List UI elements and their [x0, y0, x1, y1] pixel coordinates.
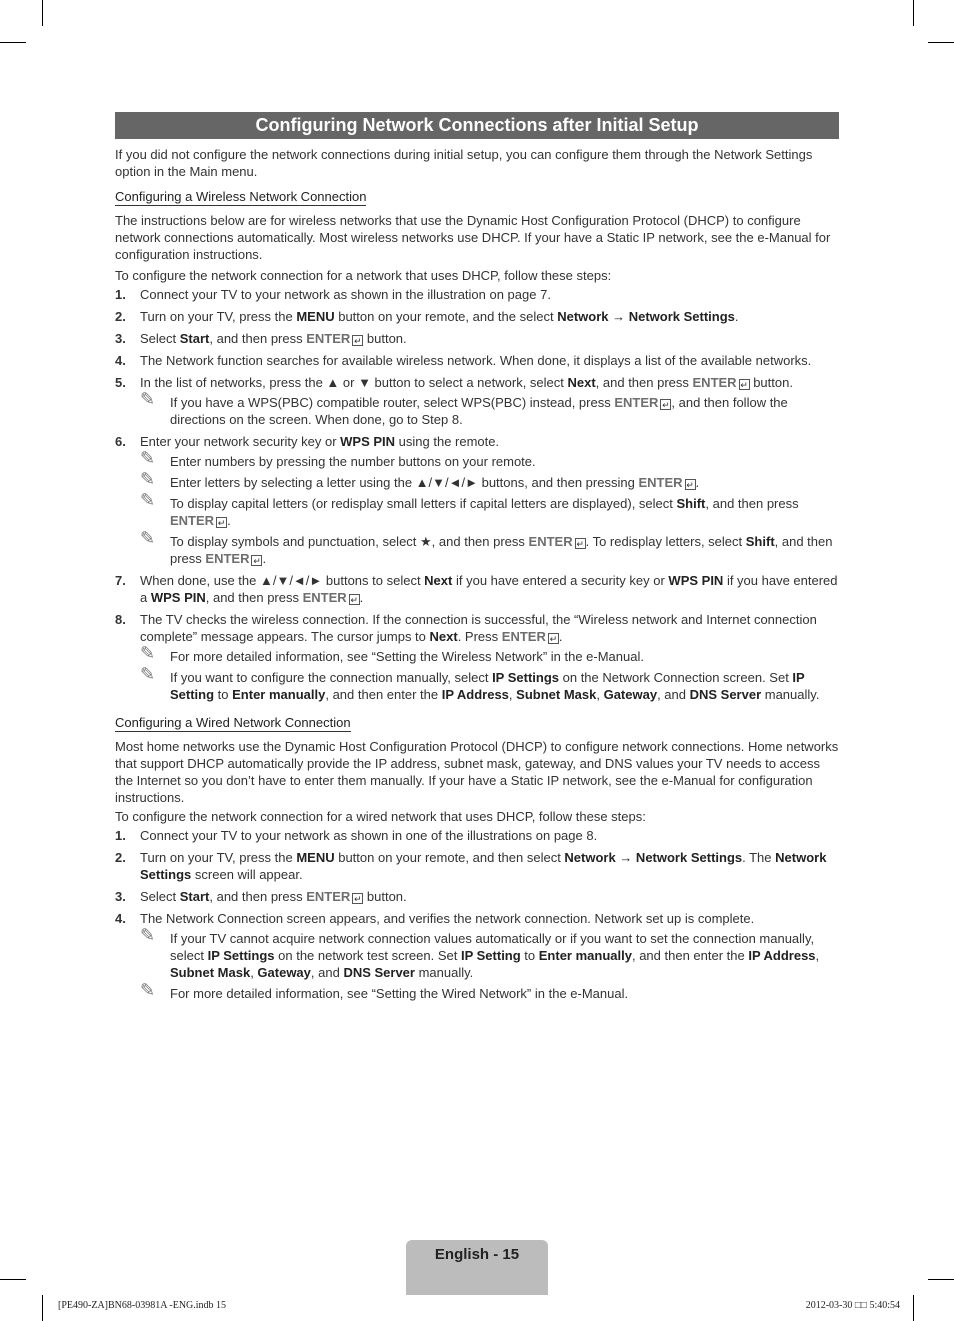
crop-mark: [42, 1295, 43, 1321]
note: ✎ If your TV cannot acquire network connection values automatically or if you want to set the connection manually, select IP Settings on the network test screen. Set IP Setting to Enter manually, and then enter the IP Address, Subnet Mask, Gateway, and DNS Server manually.: [140, 925, 820, 980]
wired-heading: Configuring a Wired Network Connection: [115, 715, 351, 730]
enter-key-label: ENTER: [306, 331, 351, 346]
crop-mark: [0, 42, 26, 43]
enter-key-icon: ↵: [662, 400, 670, 410]
wired-steps-intro: To configure the network connection for a wired network that uses DHCP, follow these steps:: [115, 809, 646, 824]
enter-key-icon: ↵: [350, 595, 358, 605]
enter-key-icon: ↵: [686, 480, 694, 490]
wireless-step-4: 4. The Network function searches for available wireless network. When done, it displays a list of the available networks.: [115, 353, 812, 368]
wireless-step-1: 1. Connect your TV to your network as shown in the illustration on page 7.: [115, 287, 551, 302]
note: ✎ To display symbols and punctuation, select ★, and then press ENTER ↵ . To redisplay letters, select Shift, and then press ENTER ↵ .: [140, 528, 833, 566]
wireless-steps-intro: To configure the network connection for a network that uses DHCP, follow these steps:: [115, 268, 612, 283]
enter-key-label: ENTER: [306, 889, 351, 904]
pencil-note-icon: ✎: [140, 448, 156, 468]
wireless-step-2: 2. Turn on your TV, press the MENU button on your remote, and the select Network → Network Settings.: [115, 309, 739, 324]
note: ✎ To display capital letters (or redisplay small letters if capital letters are displayed), select Shift, and then press ENTER ↵ .: [140, 490, 799, 528]
note: ✎ If you want to configure the connection manually, select IP Settings on the Network Connection screen. Set IP Setting to Enter manually, and then enter the IP Address, Subnet Mask, Gateway, and DNS Server manually.: [140, 664, 820, 702]
pencil-note-icon: ✎: [140, 528, 156, 548]
enter-key-icon: ↵: [253, 556, 261, 566]
pencil-note-icon: ✎: [140, 980, 156, 1000]
page-content: [115, 112, 839, 1007]
wireless-step-8: 8. The TV checks the wireless connection. If the connection is successful, the “Wireless network and Internet connection complete” message appears. The cursor jumps to Next. Press ENTER ↵ . ✎ For more detailed information, see “Setting the Wireless Network” in the e-Manual. ✎ If you want to configure the connection manually, select IP Settings on the Network Connection screen. Set IP Setting to Enter manually, and then enter the IP Address, Subnet Mask, Gateway, and DNS Server manually.: [115, 611, 839, 703]
page-number: English - 15: [434, 1246, 520, 1263]
enter-key-label: ENTER: [692, 375, 737, 390]
enter-key-icon: ↵: [354, 894, 362, 904]
wireless-paragraph: The instructions below are for wireless networks that use the Dynamic Host Configuration Protocol (DHCP) to configure network connections automatically. Most wireless networks use DHCP. If your have a Static IP network, see the e-Manual for configuration instructions.: [115, 213, 831, 262]
pencil-note-icon: ✎: [140, 664, 156, 684]
crop-mark: [913, 1295, 914, 1321]
note: ✎ Enter letters by selecting a letter using the ▲/▼/◄/► buttons, and then pressing ENTER ↵ .: [140, 469, 700, 490]
enter-key-label: ENTER: [528, 534, 573, 549]
pencil-note-icon: ✎: [140, 490, 156, 510]
wireless-step-7: 7. When done, use the ▲/▼/◄/► buttons to select Next if you have entered a security key or WPS PIN if you have entered a WPS PIN, and then press ENTER ↵ .: [115, 573, 838, 605]
pencil-note-icon: ✎: [140, 643, 156, 663]
enter-key-label: ENTER: [501, 629, 546, 644]
crop-mark: [913, 0, 914, 26]
enter-key-label: ENTER: [170, 513, 215, 528]
wired-step-1: 1. Connect your TV to your network as shown in one of the illustrations on page 8.: [115, 828, 598, 843]
enter-key-icon: ↵: [549, 634, 558, 644]
crop-mark: [42, 0, 43, 26]
wired-step-2: 2. Turn on your TV, press the MENU button on your remote, and then select Network → Network Settings. The Network Settings screen will appear.: [115, 850, 827, 882]
note: ✎ For more detailed information, see “Setting the Wireless Network” in the e-Manual.: [140, 643, 644, 664]
page-number-tab: [406, 1240, 548, 1295]
wireless-step-3: 3. Select Start, and then press ENTER ↵ button.: [115, 331, 407, 346]
pencil-note-icon: ✎: [140, 469, 156, 489]
enter-key-icon: ↵: [354, 336, 362, 346]
enter-key-label: ENTER: [614, 395, 659, 410]
wired-step-3: 3. Select Start, and then press ENTER ↵ button.: [115, 889, 407, 904]
print-footer-left: [PE490-ZA]BN68-03981A -ENG.indb 15: [58, 1300, 227, 1311]
note: ✎ For more detailed information, see “Setting the Wired Network” in the e-Manual.: [140, 980, 629, 1001]
pencil-note-icon: ✎: [140, 389, 156, 409]
pencil-note-icon: ✎: [140, 925, 156, 945]
enter-key-label: ENTER: [205, 551, 250, 566]
enter-key-icon: ↵: [740, 380, 748, 390]
enter-key-label: ENTER: [302, 590, 347, 605]
print-footer-right: 2012-03-30 □□ 5:40:54: [805, 1300, 900, 1311]
crop-mark: [928, 1279, 954, 1280]
section-title: Configuring Network Connections after Initial Setup: [115, 112, 839, 139]
crop-mark: [0, 1279, 26, 1280]
wired-paragraph: Most home networks use the Dynamic Host Configuration Protocol (DHCP) to configure network connections. Home networks that support DHCP automatically provide the IP address, subnet mask, gateway, and DNS values your TV needs to access the Internet so you don’t have to enter them manually. If your have a Static IP network, see the e-Manual for configuration instructions.: [115, 739, 839, 805]
crop-mark: [928, 42, 954, 43]
enter-key-icon: ↵: [576, 539, 584, 549]
enter-key-icon: ↵: [217, 518, 226, 528]
note: ✎ If you have a WPS(PBC) compatible router, select WPS(PBC) instead, press ENTER ↵ , and then follow the directions on the screen. When done, go to Step 8.: [140, 389, 788, 427]
note: ✎ Enter numbers by pressing the number buttons on your remote.: [140, 448, 536, 469]
wired-step-4: 4. The Network Connection screen appears, and verifies the network connection. Network set up is complete. ✎ If your TV cannot acquire network connection values automatically or if you want to set the connection manually, select IP Settings on the network test screen. Set IP Setting to Enter manually, and then enter the IP Address, Subnet Mask, Gateway, and DNS Server manually. ✎ For more detailed information, see “Setting the Wired Network” in the e-Manual.: [115, 910, 839, 1002]
wireless-step-5: 5. In the list of networks, press the ▲ or ▼ button to select a network, select Next, and then press ENTER ↵ button. ✎ If you have a WPS(PBC) compatible router, select WPS(PBC) instead, press ENTER ↵ , and then follow the directions on the screen. When done, go to Step 8.: [115, 374, 839, 428]
intro-paragraph: If you did not configure the network connections during initial setup, you can configure them through the Network Settings option in the Main menu.: [115, 147, 813, 179]
wireless-step-6: 6. Enter your network security key or WPS PIN using the remote. ✎ Enter numbers by pressing the number buttons on your remote. ✎ Enter letters by selecting a letter using the ▲/▼/◄/► buttons, and then pressing ENTER ↵ . ✎ To display capital letters (or redisplay small letters if capital letters are displayed), select Shift, and then press ENTER ↵ . ✎ To display symbols and punctuation, select ★, and then press ENTER ↵ . To redisplay letters, select Shift, and then press ENTER ↵ .: [115, 433, 839, 567]
wireless-heading: Configuring a Wireless Network Connection: [115, 189, 367, 204]
enter-key-label: ENTER: [638, 475, 683, 490]
